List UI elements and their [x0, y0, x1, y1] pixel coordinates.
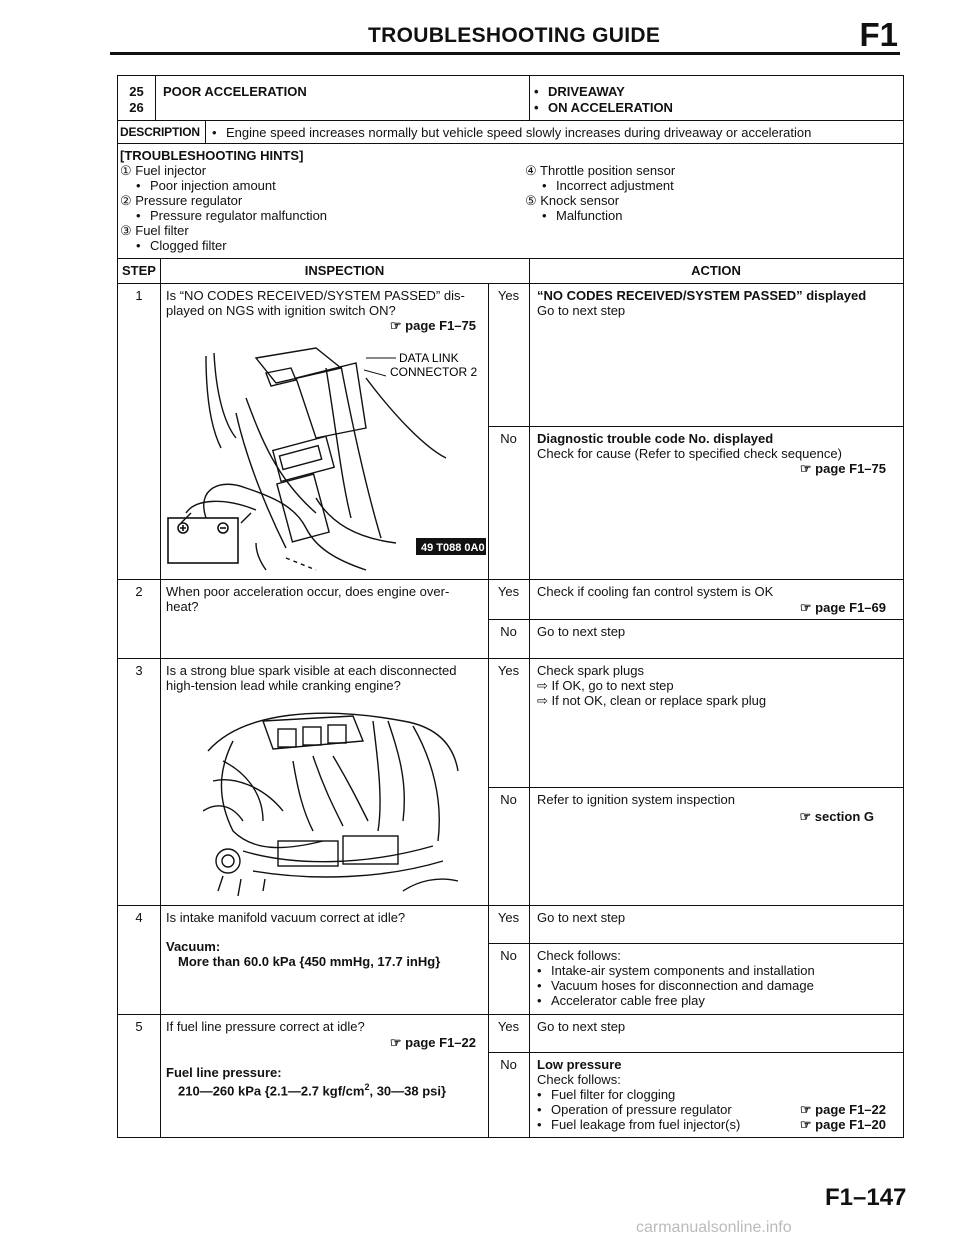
- description-label: DESCRIPTION: [120, 125, 200, 139]
- hints-title: [TROUBLESHOOTING HINTS]: [120, 148, 304, 163]
- step-5-injector-reference: ☞ page F1–20: [799, 1117, 886, 1132]
- figure-label-connector: CONNECTOR 2: [390, 365, 478, 379]
- step-3-no-reference: ☞ section G: [799, 809, 874, 824]
- column-action: ACTION: [691, 263, 741, 278]
- step-1-question-line1: Is “NO CODES RECEIVED/SYSTEM PASSED” dis-: [166, 288, 465, 303]
- problem-number-2: 26: [129, 100, 144, 115]
- step-3-no-action: Refer to ignition system inspection: [537, 792, 735, 807]
- step-5-check-item: • Fuel filter for clogging: [537, 1087, 675, 1102]
- step-2-no: No: [500, 624, 517, 639]
- page-number: F1–147: [825, 1184, 907, 1211]
- column-inspection: INSPECTION: [304, 263, 385, 278]
- step-3-yes: Yes: [497, 663, 520, 678]
- reference-hand-icon: ☞: [799, 1117, 816, 1132]
- step-4-no: No: [500, 948, 517, 963]
- step-5-yes-action: Go to next step: [537, 1019, 626, 1034]
- step-1-question-line2: played on NGS with ignition switch ON?: [166, 303, 396, 318]
- step-2-yes-action: Check if cooling fan control system is OK: [537, 584, 774, 599]
- arrow-right-icon: ⇨: [537, 693, 552, 708]
- step-1-no: No: [500, 431, 517, 446]
- step-1-yes-action: Go to next step: [537, 303, 626, 318]
- watermark: carmanualsonline.info: [636, 1219, 792, 1236]
- page-header: [110, 16, 900, 55]
- step-5-no-title: Low pressure: [537, 1057, 622, 1072]
- step-2-question-line1: When poor acceleration occur, does engine over-: [166, 584, 450, 599]
- hint-fuel-filter-detail: • Clogged filter: [136, 238, 227, 253]
- step-4-question: Is intake manifold vacuum correct at idle?: [166, 910, 406, 925]
- hint-fuel-injector: ① Fuel injector: [120, 163, 207, 178]
- reference-hand-icon: ☞: [389, 1035, 406, 1050]
- problem-name: POOR ACCELERATION: [163, 84, 307, 99]
- step-1-no-reference: ☞ page F1–75: [799, 461, 886, 476]
- troubleshooting-table: [117, 75, 904, 1138]
- section-code: F1: [859, 16, 898, 53]
- step-4-number: 4: [135, 910, 143, 925]
- step-2-yes: Yes: [497, 584, 520, 599]
- step-1-no-action: Check for cause (Refer to specified check sequence): [537, 446, 842, 461]
- reference-hand-icon: ☞: [799, 461, 816, 476]
- figure-code: 49 T088 0A0: [421, 542, 485, 554]
- problem-number-1: 25: [129, 84, 144, 99]
- step-1-no-title: Diagnostic trouble code No. displayed: [537, 431, 774, 446]
- step-4-check-item: • Accelerator cable free play: [537, 993, 705, 1008]
- figure-label-data-link: DATA LINK: [399, 351, 459, 365]
- step-3-yes-option-not-ok: ⇨ If not OK, clean or replace spark plug: [537, 693, 767, 708]
- reference-hand-icon: ☞: [799, 1102, 816, 1117]
- hint-knock-sensor: ⑤ Knock sensor: [525, 193, 620, 208]
- condition-acceleration: • ON ACCELERATION: [534, 100, 673, 115]
- step-1-yes: Yes: [497, 288, 520, 303]
- reference-hand-icon: ☞: [389, 318, 406, 333]
- step-5-check-item: • Fuel leakage from fuel injector(s): [537, 1117, 740, 1132]
- hint-pressure-regulator-detail: • Pressure regulator malfunction: [136, 208, 327, 223]
- step-5-number: 5: [135, 1019, 143, 1034]
- reference-hand-icon: ☞: [799, 809, 815, 824]
- step-4-no-action: Check follows:: [537, 948, 621, 963]
- step-3-question-line1: Is a strong blue spark visible at each disconnected: [166, 663, 457, 678]
- step-5-spec-label: Fuel line pressure:: [166, 1065, 282, 1080]
- step-4-yes: Yes: [497, 910, 520, 925]
- step-3-no: No: [500, 792, 517, 807]
- step-1-yes-title: “NO CODES RECEIVED/SYSTEM PASSED” displayed: [537, 288, 867, 303]
- arrow-right-icon: ⇨: [537, 678, 552, 693]
- step-5-spec-value: 210—260 kPa {2.1—2.7 kgf/$cm^2$, 30—38 psi}: [178, 1082, 447, 1099]
- step-3-question-line2: high-tension lead while cranking engine?: [166, 678, 401, 693]
- step-4-check-item: • Intake-air system components and installation: [537, 963, 815, 978]
- step-5-pressure-regulator-reference: ☞ page F1–22: [799, 1102, 886, 1117]
- page-title: TROUBLESHOOTING GUIDE: [368, 24, 661, 47]
- step-1-number: 1: [135, 288, 143, 303]
- step-4-spec-label: Vacuum:: [166, 939, 221, 954]
- step-2-number: 2: [135, 584, 143, 599]
- column-step: STEP: [122, 263, 156, 278]
- hint-knock-sensor-detail: • Malfunction: [542, 208, 622, 223]
- step-5-no-action: Check follows:: [537, 1072, 621, 1087]
- hint-throttle-sensor-detail: • Incorrect adjustment: [542, 178, 674, 193]
- step-3-yes-option-ok: ⇨ If OK, go to next step: [537, 678, 674, 693]
- hint-throttle-sensor: ④ Throttle position sensor: [525, 163, 676, 178]
- step-2-yes-reference: ☞ page F1–69: [799, 600, 886, 615]
- reference-hand-icon: ☞: [799, 600, 816, 615]
- step-3-number: 3: [135, 663, 143, 678]
- engine-spark-test-illustration: [203, 701, 463, 899]
- hint-pressure-regulator: ② Pressure regulator: [120, 193, 243, 208]
- step-5-no: No: [500, 1057, 517, 1072]
- hint-fuel-filter: ③ Fuel filter: [120, 223, 189, 238]
- step-1-reference: ☞ page F1–75: [389, 318, 476, 333]
- step-4-spec-value: More than 60.0 kPa {450 mmHg, 17.7 inHg}: [178, 954, 441, 969]
- step-2-question-line2: heat?: [166, 599, 199, 614]
- step-4-check-item: • Vacuum hoses for disconnection and damage: [537, 978, 814, 993]
- step-5-yes: Yes: [497, 1019, 520, 1034]
- hint-fuel-injector-detail: • Poor injection amount: [136, 178, 276, 193]
- condition-driveaway: • DRIVEAWAY: [534, 84, 625, 99]
- step-5-question: If fuel line pressure correct at idle?: [166, 1019, 365, 1034]
- step-3-yes-action: Check spark plugs: [537, 663, 644, 678]
- step-5-check-item: • Operation of pressure regulator: [537, 1102, 732, 1117]
- data-link-connector-illustration: [166, 338, 486, 574]
- step-4-yes-action: Go to next step: [537, 910, 626, 925]
- description-text: • Engine speed increases normally but vehicle speed slowly increases during driveaway or acceleration: [212, 125, 811, 140]
- step-2-no-action: Go to next step: [537, 624, 626, 639]
- step-5-reference: ☞ page F1–22: [389, 1035, 476, 1050]
